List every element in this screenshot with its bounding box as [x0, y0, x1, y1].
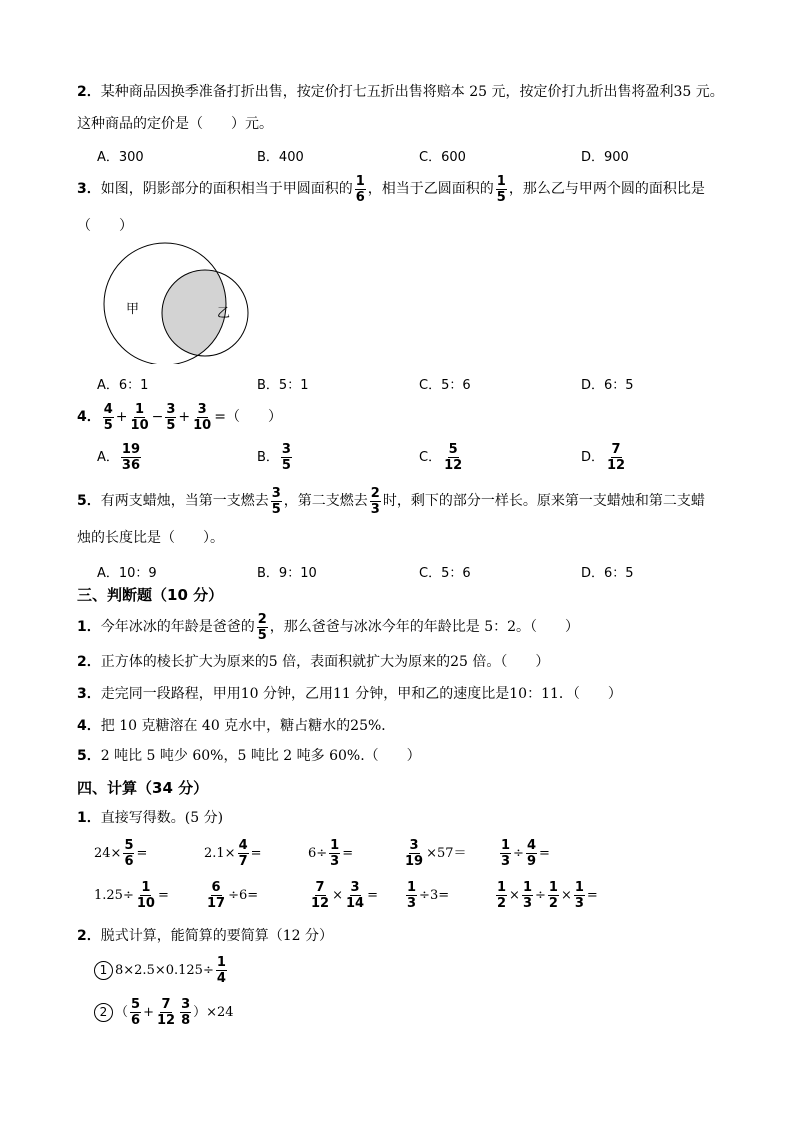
calc-fraction	[574, 880, 585, 911]
calc-suffix: =	[250, 846, 262, 861]
denominator: 36	[121, 458, 140, 473]
q4-frac-3	[165, 402, 176, 433]
item-number: 1．	[77, 619, 101, 635]
q5-fraction-2	[370, 486, 381, 517]
item-number: 5．	[77, 748, 101, 764]
circled-number: 2	[94, 1003, 113, 1022]
item-number: 2．	[77, 654, 101, 670]
calc-operator: ÷	[513, 846, 524, 861]
numerator: 3	[197, 401, 207, 417]
denominator: 6	[131, 1013, 141, 1028]
denominator: 3	[407, 896, 417, 911]
option-label: D．	[581, 450, 605, 465]
calc-1-5	[498, 838, 550, 869]
q5-text-line2: 烛的长度比是（ ）。	[77, 530, 224, 546]
item-text: 正方体的棱长扩大为原来的5 倍，表面积就扩大为原来的25 倍。（ ）	[100, 654, 550, 670]
calc-1-4	[402, 838, 467, 869]
q2-text-line1: 某种商品因换季准备打折出售，按定价打七五折出售将赔本 25 元，按定价打九折出售将盈利35 元。	[100, 84, 724, 100]
calc-fraction	[406, 880, 417, 911]
numerator: 7	[161, 997, 171, 1012]
q3-option-d[interactable]: D．6：5	[581, 378, 634, 393]
calc-operator: ×	[560, 888, 572, 903]
denominator: 2	[548, 896, 558, 911]
q5-option-d[interactable]: D．6：5	[581, 566, 634, 581]
q3-option-a[interactable]: A．6：1	[97, 378, 149, 393]
numerator: 5	[448, 442, 458, 457]
option-label: A．	[97, 450, 119, 465]
calc-prefix: 2.1×	[204, 846, 236, 861]
item-number: 1．	[77, 810, 101, 826]
denominator: 19	[405, 854, 424, 869]
denominator: 3	[574, 896, 584, 911]
numerator: 1	[574, 880, 584, 895]
calc-q1-heading	[77, 808, 223, 828]
q5-number: 5．	[77, 493, 101, 509]
calc-fraction	[548, 880, 559, 911]
calc-suffix: ×57＝	[426, 846, 467, 861]
calc-fraction	[130, 997, 141, 1028]
calc-fraction	[238, 838, 249, 869]
denominator: 5	[166, 417, 176, 433]
q3-text-line2: （ ）	[77, 218, 133, 234]
item-text: 2 吨比 5 吨少 60%，5 吨比 2 吨多 60%.（ ）	[100, 748, 421, 764]
option-label: C．	[419, 450, 442, 465]
q4-option-c[interactable]	[419, 442, 465, 473]
numerator: 5	[131, 997, 141, 1012]
calc-prefix: 24×	[94, 846, 122, 861]
q4-number: 4．	[77, 409, 101, 425]
q3-text-c: ，那么乙与甲两个圆的面积比是	[508, 181, 705, 197]
denominator: 17	[207, 896, 226, 911]
numerator: 19	[121, 442, 140, 457]
numerator: 7	[611, 442, 621, 457]
denominator: 8	[181, 1013, 191, 1028]
item-text: 直接写得数。(5 分)	[100, 810, 224, 826]
circle-jia-label: 甲	[126, 302, 140, 317]
numerator: 1	[548, 880, 558, 895]
numerator: 1	[216, 955, 226, 970]
numerator: 1	[355, 173, 365, 189]
item-text-b: ，那么爸爸与冰冰今年的年龄比是 5：2。（ ）	[269, 619, 580, 635]
denominator: 5	[281, 458, 291, 473]
calc-2-1	[94, 880, 169, 911]
q3-text-a: 如图，阴影部分的面积相当于甲圆面积的	[100, 181, 353, 197]
numerator: 2	[257, 611, 267, 627]
denominator: 12	[311, 896, 330, 911]
q4-option-d[interactable]	[581, 442, 628, 473]
q5-text-c: 时，剩下的部分一样长。原来第一支蜡烛和第二支蜡	[382, 493, 705, 509]
denominator: 5	[271, 501, 281, 517]
numerator: 1	[522, 880, 532, 895]
option-fraction	[121, 442, 141, 473]
numerator: 4	[238, 838, 248, 853]
item-fraction	[257, 612, 268, 643]
section-3-title: 三、判断题（10 分）	[77, 586, 224, 604]
denominator: 5	[496, 189, 506, 205]
calc-1-2	[204, 838, 262, 869]
calc-suffix: ÷6=	[228, 888, 259, 903]
denominator: 6	[124, 854, 134, 869]
option-fraction	[281, 442, 292, 473]
calc-fraction	[216, 955, 227, 986]
denominator: 4	[216, 971, 226, 986]
q3-option-c[interactable]: C．5：6	[419, 378, 471, 393]
q4-frac-2	[130, 402, 150, 433]
judge-item-1	[77, 610, 579, 644]
numerator: 1	[496, 173, 506, 189]
numerator: 7	[315, 880, 325, 895]
calc-suffix: =	[539, 846, 550, 861]
item-number: 3．	[77, 686, 101, 702]
q4-op-2: −	[151, 409, 164, 425]
q2-text-line2: 这种商品的定价是（ ）元。	[77, 116, 273, 132]
calc-fraction	[310, 880, 330, 911]
denominator: 10	[193, 417, 212, 433]
q3-fraction-2	[496, 174, 507, 205]
q4-frac-1	[103, 402, 114, 433]
q3-fraction-1	[355, 174, 366, 205]
numerator: 5	[124, 838, 134, 853]
judge-item-4	[77, 716, 395, 736]
q2-number: 2．	[77, 84, 101, 100]
calc-fraction	[206, 880, 226, 911]
q5-option-c[interactable]: C．5：6	[419, 566, 471, 581]
calc-fraction	[123, 838, 134, 869]
q4-option-b[interactable]	[257, 442, 294, 473]
denominator: 2	[497, 896, 507, 911]
venn-diagram	[90, 242, 260, 364]
q3-number: 3．	[77, 181, 101, 197]
denominator: 5	[257, 627, 267, 643]
judge-item-2	[77, 652, 549, 672]
numerator: 3	[271, 485, 281, 501]
q5-fraction-1	[271, 486, 282, 517]
calc-operator: +	[143, 1005, 154, 1020]
option-fraction	[606, 442, 626, 473]
calc-suffix: =	[367, 888, 378, 903]
q4-frac-4	[192, 402, 212, 433]
calc-suffix: ）×24	[193, 1005, 234, 1020]
calc-suffix: =	[136, 846, 148, 861]
numerator: 4	[526, 838, 536, 853]
numerator: 2	[370, 485, 380, 501]
q4-op-1: +	[115, 409, 128, 425]
denominator: 10	[130, 417, 149, 433]
calc-fraction	[136, 880, 156, 911]
calc-2-3	[308, 880, 378, 911]
judge-item-5	[77, 746, 421, 766]
calc-operator: ×	[509, 888, 520, 903]
numerator: 3	[166, 401, 176, 417]
calc-fraction	[496, 880, 507, 911]
calc-prefix: 6÷	[308, 846, 328, 861]
q4-tail: =（ ）	[214, 409, 282, 425]
option-label: B．	[257, 450, 279, 465]
q3-line1	[77, 172, 705, 206]
denominator: 14	[346, 896, 365, 911]
item-text-a: 今年冰冰的年龄是爸爸的	[100, 619, 255, 635]
item-number: 2．	[77, 928, 101, 944]
calc-prefix: （	[115, 1005, 129, 1020]
denominator: 9	[526, 854, 536, 869]
numerator: 1	[330, 838, 340, 853]
numerator: 1	[135, 401, 145, 417]
q5-option-a[interactable]: A．10：9	[97, 566, 157, 581]
calc-fraction	[522, 880, 533, 911]
q2-option-d[interactable]: D．900	[581, 150, 629, 165]
calc-suffix: =	[342, 846, 354, 861]
calc-q2-item-1	[94, 954, 229, 988]
denominator: 3	[370, 501, 380, 517]
circled-number: 1	[94, 961, 113, 980]
denominator: 3	[330, 854, 340, 869]
calc-suffix: ÷3=	[419, 888, 450, 903]
numerator: 3	[281, 442, 291, 457]
calc-fraction	[404, 838, 424, 869]
calc-fraction	[329, 838, 340, 869]
judge-item-3	[77, 684, 622, 704]
numerator: 1	[407, 880, 417, 895]
calc-suffix: =	[586, 888, 598, 903]
calc-fraction	[526, 838, 537, 869]
denominator: 6	[355, 189, 365, 205]
denominator: 12	[607, 458, 626, 473]
calc-1-3	[308, 838, 353, 869]
calc-fraction	[345, 880, 365, 911]
q5-line1	[77, 484, 705, 518]
calc-fraction	[500, 838, 511, 869]
option-fraction	[443, 442, 463, 473]
numerator: 1	[497, 880, 507, 895]
circle-yi-label: 乙	[217, 306, 231, 321]
calc-q2-heading	[77, 926, 333, 946]
q2-line1	[77, 82, 724, 102]
calc-prefix: 1.25÷	[94, 888, 134, 903]
denominator: 12	[156, 1013, 176, 1028]
numerator: 4	[103, 401, 113, 417]
q5-text-a: 有两支蜡烛，当第一支燃去	[100, 493, 269, 509]
q4-option-a[interactable]	[97, 442, 143, 473]
item-number: 4．	[77, 718, 101, 734]
q4-op-3: +	[178, 409, 191, 425]
calc-operator: ×	[332, 888, 343, 903]
numerator: 3	[409, 838, 419, 853]
calc-fraction	[180, 997, 191, 1028]
calc-fraction	[156, 997, 176, 1028]
calc-q2-item-2	[94, 996, 234, 1030]
section-4-title: 四、计算（34 分）	[77, 779, 209, 797]
q2-option-c[interactable]: C．600	[419, 150, 466, 165]
q3-text-b: ，相当于乙圆面积的	[367, 181, 494, 197]
numerator: 1	[501, 838, 511, 853]
denominator: 3	[522, 896, 532, 911]
q2-option-b[interactable]: B．400	[257, 150, 304, 165]
q3-option-b[interactable]: B．5：1	[257, 378, 309, 393]
numerator: 6	[211, 880, 221, 895]
calc-prefix: 8×2.5×0.125÷	[115, 963, 214, 978]
calc-2-2	[204, 880, 258, 911]
denominator: 12	[444, 458, 463, 473]
numerator: 3	[181, 997, 191, 1012]
denominator: 7	[238, 854, 248, 869]
item-text: 走完同一段路程，甲用10 分钟，乙用11 分钟，甲和乙的速度比是10：11．（ ）	[100, 686, 622, 702]
denominator: 5	[103, 417, 113, 433]
calc-1-1	[94, 838, 147, 869]
denominator: 10	[136, 896, 155, 911]
q5-option-b[interactable]: B．9：10	[257, 566, 317, 581]
item-text: 把 10 克糖溶在 40 克水中，糖占糖水的25%．	[100, 718, 396, 734]
calc-suffix: =	[157, 888, 169, 903]
calc-operator: ÷	[535, 888, 546, 903]
item-text: 脱式计算，能简算的要简算（12 分）	[100, 928, 334, 944]
numerator: 3	[350, 880, 360, 895]
denominator: 3	[501, 854, 511, 869]
numerator: 1	[141, 880, 151, 895]
calc-2-5	[494, 880, 598, 911]
q2-option-a[interactable]: A．300	[97, 150, 144, 165]
q5-text-b: ，第二支燃去	[283, 493, 368, 509]
q4-expression	[77, 400, 282, 434]
calc-2-4	[404, 880, 449, 911]
